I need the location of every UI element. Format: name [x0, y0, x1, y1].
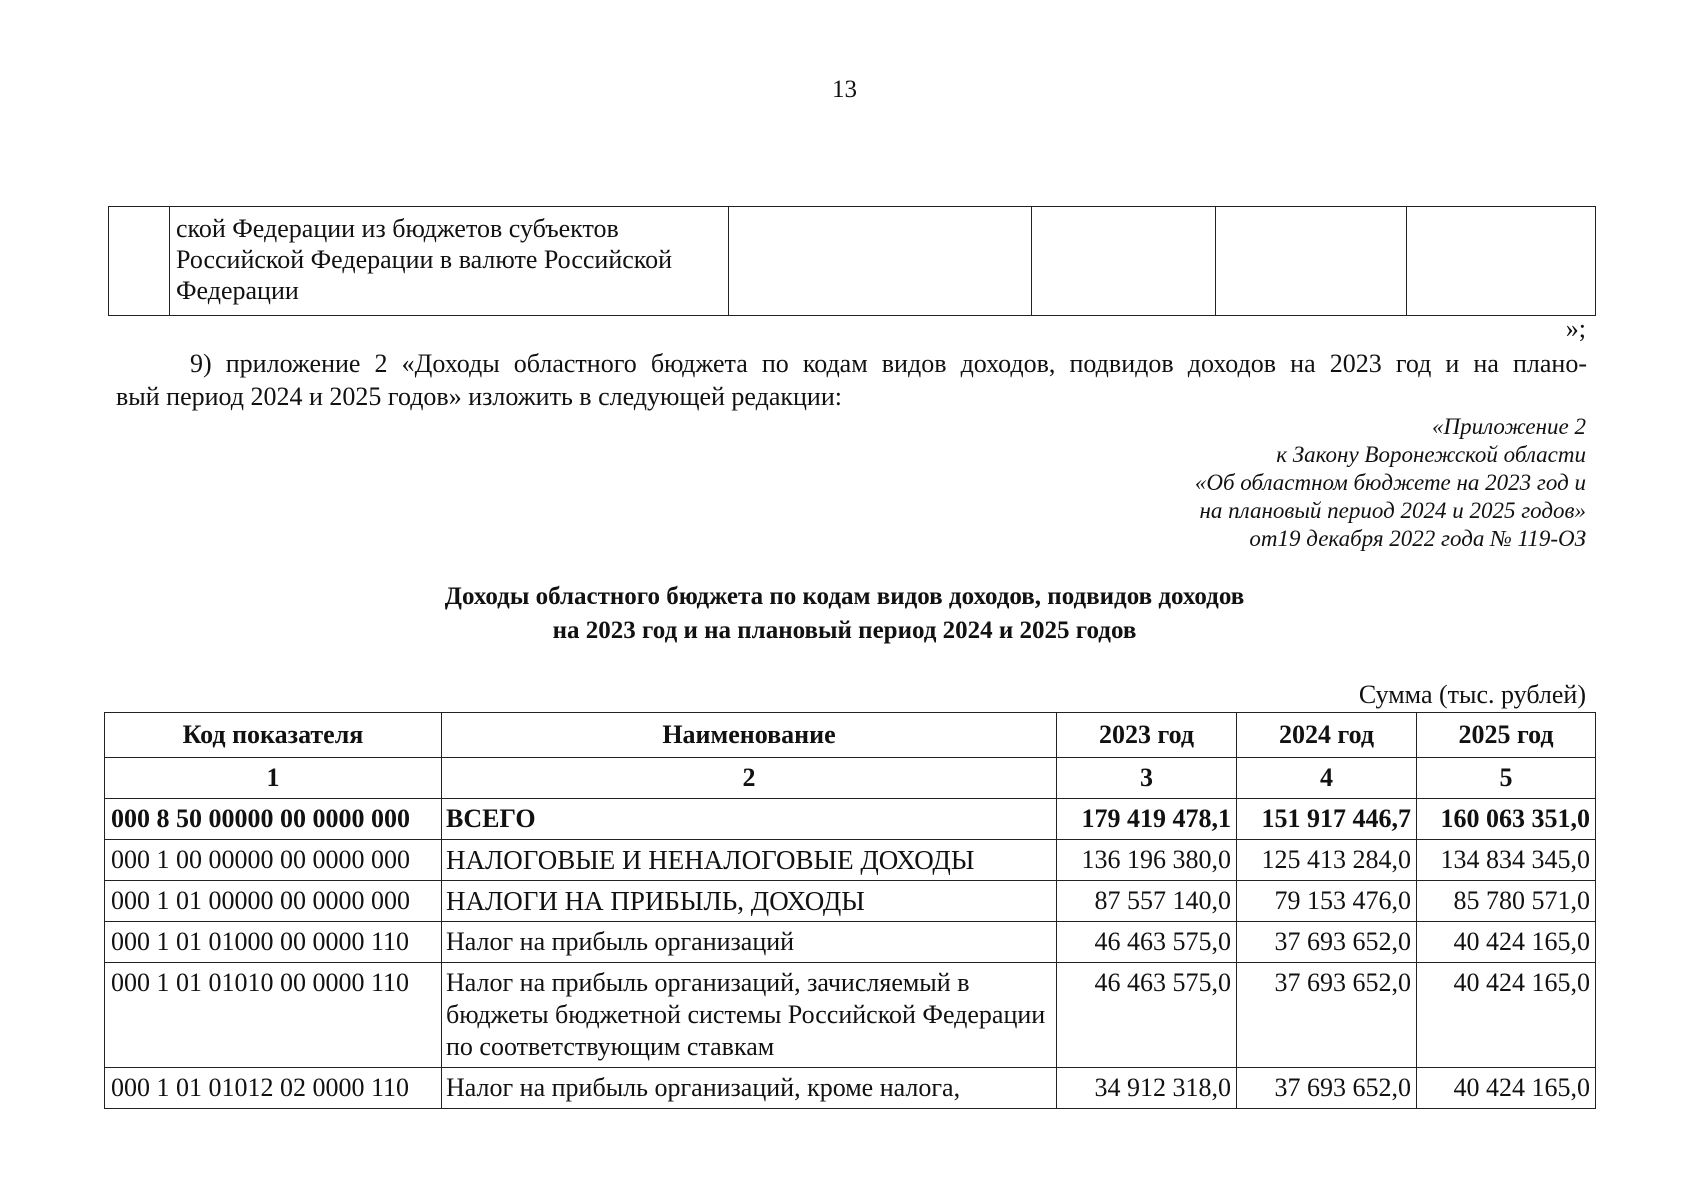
row-value-2023: 179 419 478,1 [1057, 799, 1237, 840]
table-row [105, 1068, 1596, 1109]
table-cell [109, 207, 170, 316]
closing-quote: »; [1565, 314, 1586, 343]
table-row [105, 881, 1596, 922]
row-value-2024: 37 693 652,0 [1237, 963, 1417, 1068]
column-number: 1 [105, 758, 442, 799]
appendix-line: к Закону Воронежской области [1276, 442, 1586, 467]
row-value-2025: 40 424 165,0 [1417, 963, 1596, 1068]
table-row [105, 799, 1596, 840]
table-cell [1032, 207, 1216, 316]
table-cell: ской Федерации из бюджетов субъектов Российской Федерации в валюте Российской Федерации [170, 207, 729, 316]
row-value-2024: 79 153 476,0 [1237, 881, 1417, 922]
row-name: Налог на прибыль организаций, зачисляемый в бюджеты бюджетной системы Российской Федерации по соответствующим ставкам [442, 963, 1057, 1068]
table-header-row [105, 713, 1596, 758]
units-label: Сумма (тыс. рублей) [1358, 680, 1586, 709]
row-value-2023: 34 912 318,0 [1057, 1068, 1237, 1109]
row-value-2025: 85 780 571,0 [1417, 881, 1596, 922]
continued-table [108, 206, 1596, 316]
row-name: Налог на прибыль организаций [442, 922, 1057, 963]
row-value-2024: 37 693 652,0 [1237, 922, 1417, 963]
table-cell [729, 207, 1032, 316]
row-name: ВСЕГО [442, 799, 1057, 840]
page-number: 13 [832, 76, 857, 103]
table-row [105, 963, 1596, 1068]
revenue-table [104, 712, 1596, 1109]
header-cell-code: Код показателя [105, 713, 442, 758]
row-name: Налог на прибыль организаций, кроме налога, [442, 1068, 1057, 1109]
row-value-2023: 87 557 140,0 [1057, 881, 1237, 922]
row-value-2024: 37 693 652,0 [1237, 1068, 1417, 1109]
appendix-line: «Об областном бюджете на 2023 год и [1194, 470, 1586, 495]
column-number: 3 [1057, 758, 1237, 799]
table-row [105, 840, 1596, 881]
document-title [0, 580, 1689, 648]
row-value-2024: 151 917 446,7 [1237, 799, 1417, 840]
table-row [109, 207, 1596, 316]
appendix-line: от19 декабря 2022 года № 119-ОЗ [1249, 526, 1586, 551]
table-cell [1407, 207, 1596, 316]
column-number: 2 [442, 758, 1057, 799]
title-line: Доходы областного бюджета по кодам видов доходов, подвидов доходов [444, 583, 1245, 610]
row-code: 000 1 01 01012 02 0000 110 [105, 1068, 442, 1109]
row-code: 000 1 01 01000 00 0000 110 [105, 922, 442, 963]
table-row [105, 922, 1596, 963]
column-number: 5 [1417, 758, 1596, 799]
paragraph-line: вый период 2024 и 2025 годов» изложить в следующей редакции: [116, 382, 842, 411]
table-cell [1216, 207, 1407, 316]
row-value-2024: 125 413 284,0 [1237, 840, 1417, 881]
row-name: НАЛОГОВЫЕ И НЕНАЛОГОВЫЕ ДОХОДЫ [442, 840, 1057, 881]
row-value-2023: 136 196 380,0 [1057, 840, 1237, 881]
row-code: 000 8 50 00000 00 0000 000 [105, 799, 442, 840]
row-code: 000 1 00 00000 00 0000 000 [105, 840, 442, 881]
row-value-2023: 46 463 575,0 [1057, 963, 1237, 1068]
row-code: 000 1 01 01010 00 0000 110 [105, 963, 442, 1068]
row-value-2025: 134 834 345,0 [1417, 840, 1596, 881]
column-number-row [105, 758, 1596, 799]
header-cell-2024: 2024 год [1237, 713, 1417, 758]
appendix-line: на плановый период 2024 и 2025 годов» [1199, 498, 1586, 523]
row-value-2025: 40 424 165,0 [1417, 922, 1596, 963]
appendix-reference [1195, 413, 1586, 553]
paragraph-line: 9) приложение 2 «Доходы областного бюджета по кодам видов доходов, подвидов доходов на 2023 год и на плано- [190, 349, 1587, 378]
header-cell-2023: 2023 год [1057, 713, 1237, 758]
row-value-2025: 40 424 165,0 [1417, 1068, 1596, 1109]
row-name: НАЛОГИ НА ПРИБЫЛЬ, ДОХОДЫ [442, 881, 1057, 922]
appendix-line: «Приложение 2 [1431, 414, 1586, 439]
header-cell-2025: 2025 год [1417, 713, 1596, 758]
row-value-2025: 160 063 351,0 [1417, 799, 1596, 840]
amendment-paragraph [116, 347, 1587, 413]
column-number: 4 [1237, 758, 1417, 799]
row-code: 000 1 01 00000 00 0000 000 [105, 881, 442, 922]
row-value-2023: 46 463 575,0 [1057, 922, 1237, 963]
header-cell-name: Наименование [442, 713, 1057, 758]
title-line: на 2023 год и на плановый период 2024 и 2025 годов [552, 617, 1137, 644]
